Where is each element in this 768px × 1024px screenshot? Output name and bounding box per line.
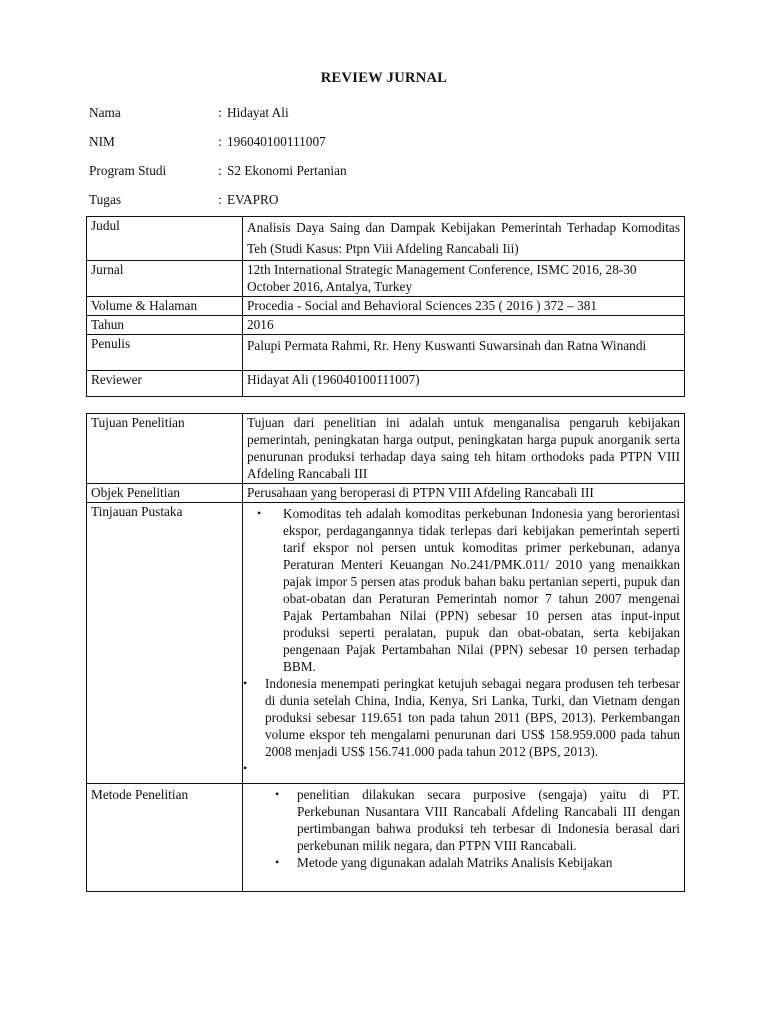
cell-value-penulis: Palupi Permata Rahmi, Rr. Heny Kuswanti Suwarsinah dan Ratna Winandi: [243, 335, 685, 371]
info-label: Program Studi: [89, 163, 167, 178]
table-row: [87, 414, 685, 484]
cell-value-jurnal: 12th International Strategic Management Conference, ISMC 2016, 28-30 October 2016, Antalya, Turkey: [243, 261, 685, 297]
list-item: [275, 786, 680, 854]
cell-label: Metode Penelitian: [87, 784, 243, 892]
cell-label: Tahun: [87, 316, 243, 335]
review-content-table: [86, 413, 685, 892]
table-row: [87, 335, 685, 371]
list-item-text: penelitian dilakukan secara purposive (sengaja) yaitu di PT. Perkebunan Nusantara VIII Rancabali Afdeling Rancabali III dengan pertimbangan bahwa produksi teh terbesar di Indonesia berasal dari perkebunan milik negara, dan PTPN VIII Rancabali.: [297, 787, 680, 853]
info-colon: :: [218, 105, 222, 120]
document-title: REVIEW JURNAL: [320, 70, 448, 86]
info-value: Hidayat Ali: [227, 105, 289, 120]
cell-label: Tinjauan Pustaka: [87, 503, 243, 784]
list-item: [257, 505, 680, 675]
cell-value-tahun: 2016: [243, 316, 685, 335]
table-row: [87, 261, 685, 297]
bullet-icon: •: [257, 506, 262, 520]
info-label: NIM: [89, 134, 115, 149]
cell-label: Tujuan Penelitian: [87, 414, 243, 484]
table-row: [87, 503, 685, 784]
cell-label: Jurnal: [87, 261, 243, 297]
list-item-empty: [243, 760, 680, 782]
cell-value-objek: Perusahaan yang beroperasi di PTPN VIII Afdeling Rancabali III: [243, 484, 685, 503]
list-item-text: Metode yang digunakan adalah Matriks Analisis Kebijakan: [297, 855, 613, 870]
cell-label: Objek Penelitian: [87, 484, 243, 503]
tinjauan-list: [247, 505, 680, 675]
tinjauan-list-2: [233, 675, 680, 782]
cell-value-tinjauan: [243, 503, 685, 784]
list-item-text: Komoditas teh adalah komoditas perkebunan Indonesia yang berorientasi ekspor, perdagangannya tidak terlepas dari kebijakan pemerintah seperti tarif ekspor nol persen untuk komoditas primer perkebunan, adanya Peraturan Menteri Keuangan No.241/PMK.011/ 2010 yang menaikkan pajak impor 5 persen atas produk bahan baku pertanian seperti, pupuk dan obat-obatan dan Peraturan Pemerintah nomor 7 tahun 2007 mengenai Pajak Pertambahan Nilai (PPN) sebesar 10 persen atas input-input produksi seperti peralatan, pupuk dan obat-obatan, serta kebijakan pengenaan Pajak Pertambahan Nilai (PPN) sebesar 10 persen terhadap BBM.: [283, 506, 680, 674]
info-value: 196040100111007: [227, 134, 326, 149]
table-row: [87, 784, 685, 892]
cell-value-judul: Analisis Daya Saing dan Dampak Kebijakan Pemerintah Terhadap Komoditas Teh (Studi Kasus: Ptpn Viii Afdeling Rancabali Iii): [243, 217, 685, 261]
cell-label: Volume & Halaman: [87, 297, 243, 316]
metode-content: [247, 786, 680, 890]
bullet-icon: •: [243, 761, 248, 775]
table-row: [87, 217, 685, 261]
bullet-icon: •: [243, 676, 248, 690]
list-item: [275, 854, 680, 871]
info-label: Nama: [89, 105, 121, 120]
table-row: [87, 297, 685, 316]
cell-value-reviewer: Hidayat Ali (196040100111007): [243, 371, 685, 397]
cell-value-tujuan: Tujuan dari penelitian ini adalah untuk menganalisa pengaruh kebijakan pemerintah, peningkatan harga output, peningkatan harga pupuk anorganik serta penurunan produksi terhadap daya saing teh hitam orthodoks pada PTPN VIII Afdeling Rancabali III: [243, 414, 685, 484]
cell-label: Judul: [87, 217, 243, 261]
table-row: [87, 484, 685, 503]
journal-details-table: [86, 216, 685, 397]
info-label: Tugas: [89, 192, 122, 207]
list-item-text: Indonesia menempati peringkat ketujuh sebagai negara produsen teh terbesar di dunia setelah China, India, Kenya, Sri Lanka, Turki, dan Vietnam dengan produksi sebesar 119.651 ton pada tahun 2011 (BPS, 2013). Perkembangan volume ekspor teh mengalami penurunan dari US$ 158.959.000 pada tahun 2008 menjadi US$ 156.741.000 pada tahun 2012 (BPS, 2013).: [265, 676, 680, 759]
info-value: EVAPRO: [227, 192, 279, 207]
cell-label: Reviewer: [87, 371, 243, 397]
table-row: [87, 371, 685, 397]
bullet-icon: •: [275, 855, 280, 869]
bullet-icon: •: [275, 787, 280, 801]
metode-list: [247, 786, 680, 871]
info-colon: :: [218, 134, 222, 149]
info-value: S2 Ekonomi Pertanian: [227, 163, 347, 178]
list-item: [243, 675, 680, 760]
cell-label: Penulis: [87, 335, 243, 371]
info-colon: :: [218, 163, 222, 178]
info-colon: :: [218, 192, 222, 207]
table-row: [87, 316, 685, 335]
cell-value-volume: Procedia - Social and Behavioral Sciences 235 ( 2016 ) 372 – 381: [243, 297, 685, 316]
cell-value-metode: [243, 784, 685, 892]
